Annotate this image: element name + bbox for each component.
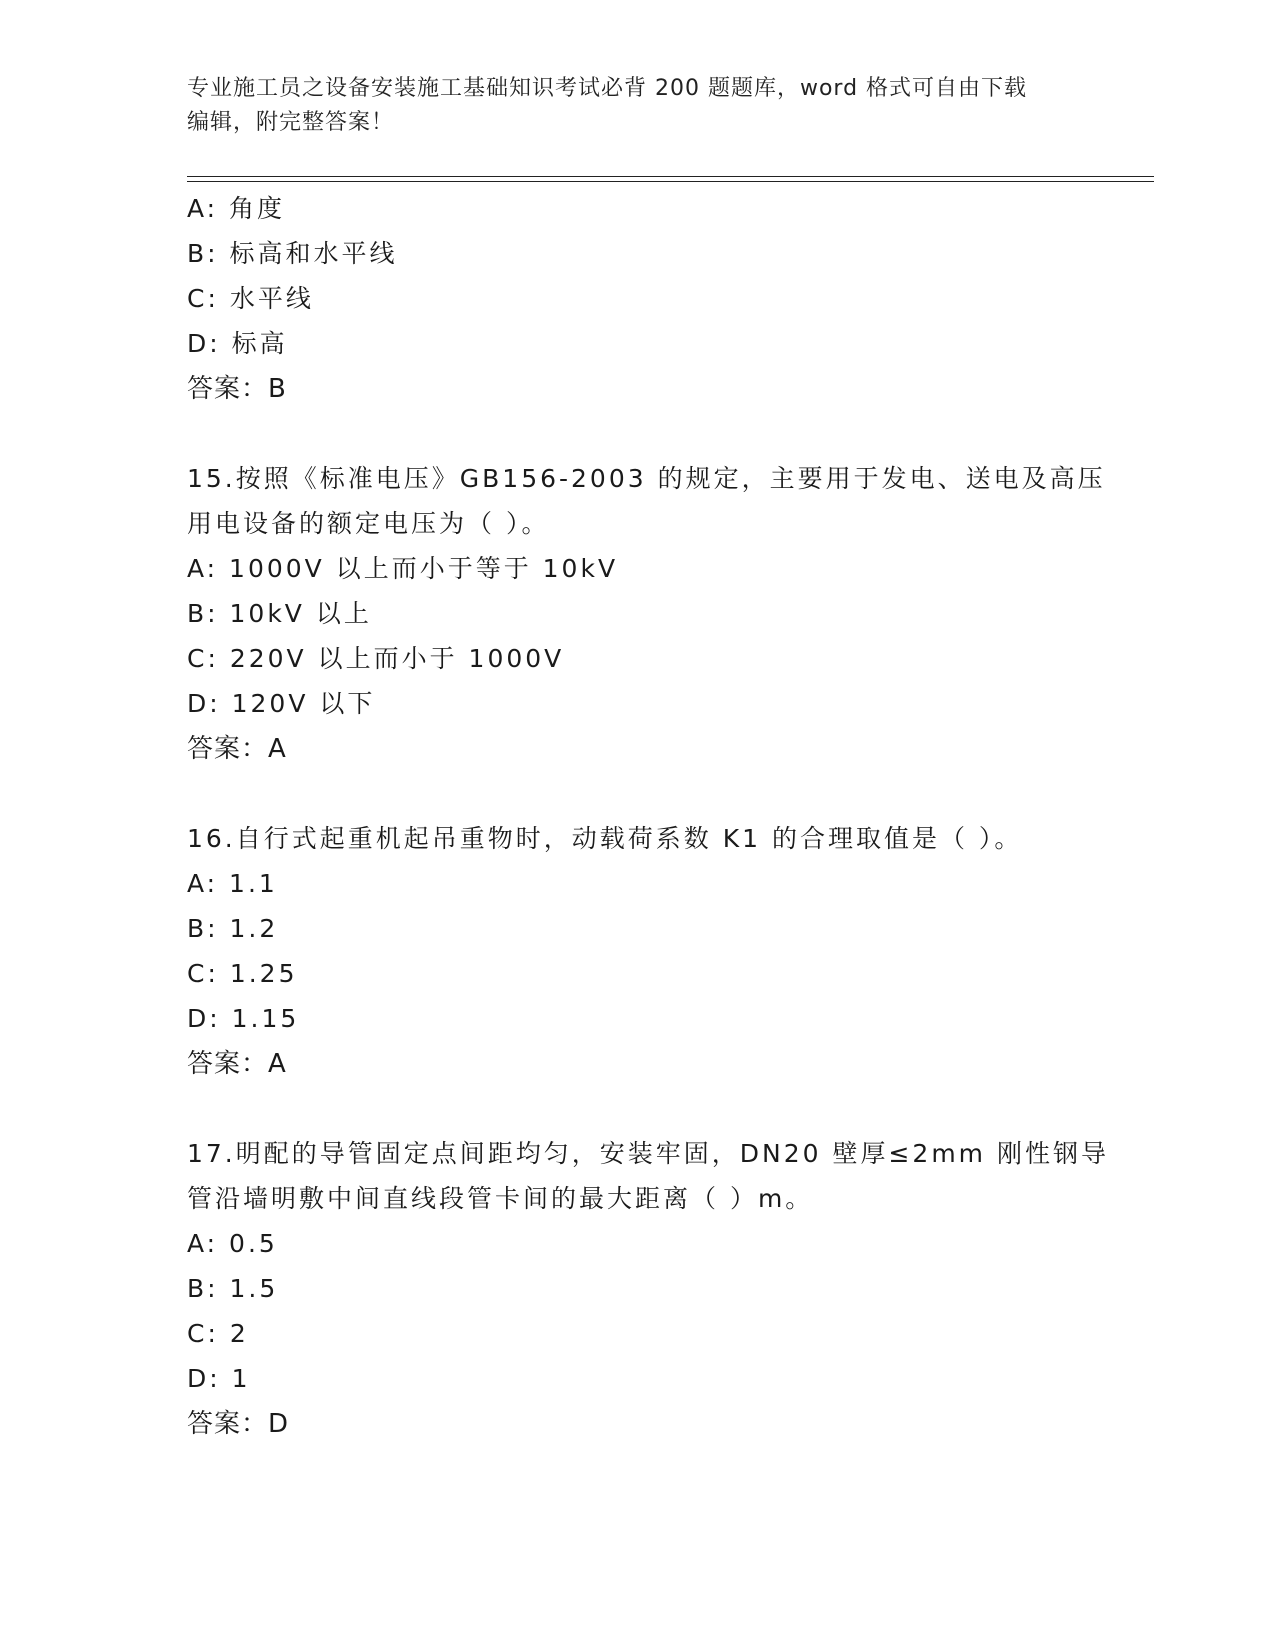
header-title-line-2: 编辑，附完整答案！ (187, 110, 395, 135)
q14-option-d: D: 标高 (187, 329, 288, 358)
q17-option-d: D: 1 (187, 1364, 251, 1393)
q17-stem-line-1: 17.明配的导管固定点间距均匀，安装牢固，DN20 壁厚≤2mm 刚性钢导 (187, 1139, 1109, 1168)
header-divider-bottom (187, 181, 1154, 182)
q14-option-c: C: 水平线 (187, 284, 314, 313)
q15-answer: 答案：A (187, 734, 287, 764)
q15-option-b: B: 10kV 以上 (187, 599, 372, 628)
header-title-line-1: 专业施工员之设备安装施工基础知识考试必背 200 题题库，word 格式可自由下载 (187, 76, 1028, 101)
q15-option-c: C: 220V 以上而小于 1000V (187, 644, 565, 673)
q16-stem-line-1: 16.自行式起重机起吊重物时，动载荷系数 K1 的合理取值是（ ）。 (187, 824, 1023, 853)
q14-option-a: A: 角度 (187, 194, 286, 223)
q17-option-a: A: 0.5 (187, 1229, 278, 1258)
q17-option-b: B: 1.5 (187, 1274, 279, 1303)
q16-option-b: B: 1.2 (187, 914, 279, 943)
q14-option-b: B: 标高和水平线 (187, 239, 398, 268)
document-header (187, 72, 1067, 140)
q17-answer: 答案：D (187, 1409, 290, 1439)
q16-option-d: D: 1.15 (187, 1004, 300, 1033)
q15-option-a: A: 1000V 以上而小于等于 10kV (187, 554, 619, 583)
q16-option-c: C: 1.25 (187, 959, 298, 988)
q17-stem-line-2: 管沿墙明敷中间直线段管卡间的最大距离（ ）m。 (187, 1184, 814, 1213)
q16-option-a: A: 1.1 (187, 869, 278, 898)
q15-stem-line-2: 用电设备的额定电压为（ ）。 (187, 509, 550, 538)
q17-option-c: C: 2 (187, 1319, 249, 1348)
q15-option-d: D: 120V 以下 (187, 689, 376, 718)
header-divider-top (187, 176, 1154, 177)
q14-answer: 答案：B (187, 374, 287, 404)
q16-answer: 答案：A (187, 1049, 287, 1079)
q15-stem-line-1: 15.按照《标准电压》GB156-2003 的规定，主要用于发电、送电及高压 (187, 464, 1106, 493)
